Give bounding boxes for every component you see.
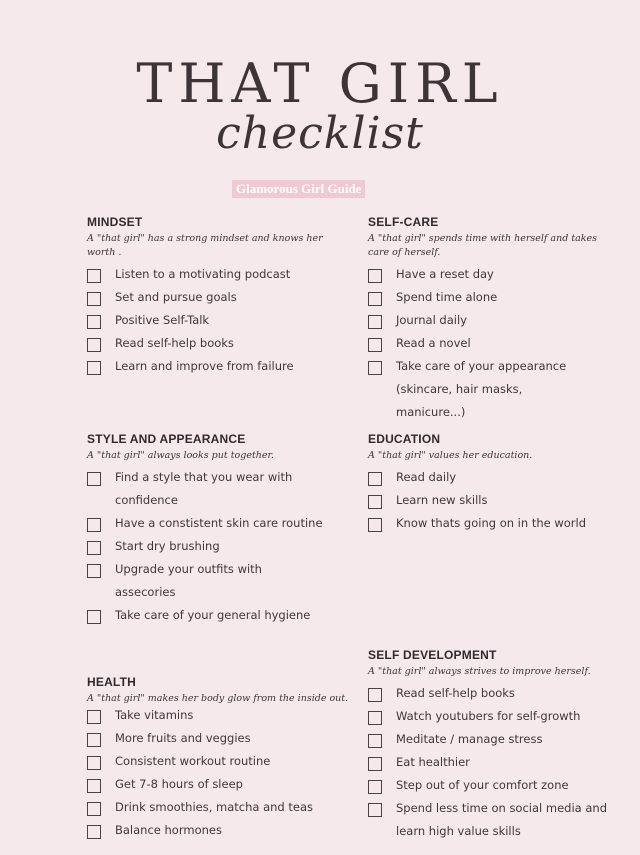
section-heading: SELF DEVELOPMENT	[368, 648, 497, 662]
brand-label: Glamorous Girl Guide	[232, 180, 365, 198]
checkbox[interactable]	[368, 269, 382, 283]
item-label: Consistent workout routine	[115, 754, 271, 768]
item-label: Read daily	[396, 470, 457, 484]
checkbox[interactable]	[87, 564, 101, 578]
checkbox[interactable]	[368, 780, 382, 794]
checklist-item[interactable]	[368, 466, 618, 489]
item-label: Meditate / manage stress	[396, 732, 543, 746]
checkbox[interactable]	[368, 472, 382, 486]
checklist-item[interactable]	[368, 263, 618, 286]
checklist-item[interactable]	[368, 774, 623, 797]
checkbox[interactable]	[87, 269, 101, 283]
checklist-item[interactable]	[87, 355, 357, 378]
checklist	[87, 704, 352, 842]
section-heading: MINDSET	[87, 215, 143, 229]
checklist-item[interactable]	[87, 704, 352, 727]
checkbox[interactable]	[87, 802, 101, 816]
checklist-item[interactable]	[87, 727, 352, 750]
checkbox[interactable]	[368, 315, 382, 329]
item-label: Take vitamins	[115, 708, 194, 722]
checklist-item[interactable]	[368, 512, 618, 535]
checklist-item[interactable]	[368, 797, 623, 843]
item-label: More fruits and veggies	[115, 731, 251, 745]
item-label: Take care of your general hygiene	[115, 608, 311, 622]
section-self-care	[368, 214, 618, 424]
checklist-item[interactable]	[368, 728, 623, 751]
checkbox[interactable]	[368, 711, 382, 725]
checkbox[interactable]	[87, 710, 101, 724]
checkbox[interactable]	[87, 361, 101, 375]
checklist	[368, 263, 618, 424]
checkbox[interactable]	[368, 734, 382, 748]
item-label: Have a reset day	[396, 267, 494, 281]
checklist-item[interactable]	[87, 512, 337, 535]
checklist-item[interactable]	[87, 332, 357, 355]
checkbox[interactable]	[368, 757, 382, 771]
checklist-item[interactable]	[368, 751, 623, 774]
checklist	[87, 263, 357, 378]
checklist-item[interactable]	[87, 796, 352, 819]
section-description: A "that girl" spends time with herself and takes care of herself.	[368, 233, 598, 258]
checklist-item[interactable]	[368, 332, 618, 355]
checklist-item[interactable]	[368, 705, 623, 728]
section-heading: EDUCATION	[368, 432, 441, 446]
item-label: Upgrade your outfits with assecories	[115, 562, 262, 599]
checkbox[interactable]	[87, 825, 101, 839]
section-heading: SELF-CARE	[368, 215, 439, 229]
checklist-item[interactable]	[368, 489, 618, 512]
checklist	[368, 466, 618, 535]
item-label: Listen to a motivating podcast	[115, 267, 291, 281]
item-label: Read a novel	[396, 336, 471, 350]
item-label: Spend time alone	[396, 290, 498, 304]
checkbox[interactable]	[87, 733, 101, 747]
checkbox[interactable]	[368, 361, 382, 375]
section-health	[87, 674, 352, 842]
checkbox[interactable]	[87, 472, 101, 486]
item-label: Positive Self-Talk	[115, 313, 210, 327]
item-label: Start dry brushing	[115, 539, 220, 553]
checklist-item[interactable]	[87, 535, 337, 558]
section-style-appearance	[87, 431, 337, 627]
checkbox[interactable]	[368, 803, 382, 817]
checklist	[368, 682, 623, 843]
checkbox[interactable]	[368, 292, 382, 306]
item-label: Get 7-8 hours of sleep	[115, 777, 243, 791]
item-label: Have a constistent skin care routine	[115, 516, 323, 530]
checklist-item[interactable]	[87, 263, 357, 286]
checkbox[interactable]	[87, 518, 101, 532]
item-label: Learn new skills	[396, 493, 488, 507]
item-label: Watch youtubers for self-growth	[396, 709, 581, 723]
item-label: Read self-help books	[396, 686, 515, 700]
section-self-development	[368, 647, 623, 843]
checkbox[interactable]	[87, 338, 101, 352]
item-label: Read self-help books	[115, 336, 234, 350]
checkbox[interactable]	[87, 779, 101, 793]
checkbox[interactable]	[368, 518, 382, 532]
checkbox[interactable]	[87, 541, 101, 555]
section-mindset	[87, 214, 357, 378]
checkbox[interactable]	[368, 495, 382, 509]
checklist-item[interactable]	[87, 604, 337, 627]
item-label: Balance hormones	[115, 823, 222, 837]
checkbox[interactable]	[87, 610, 101, 624]
section-heading: HEALTH	[87, 675, 136, 689]
item-label: Step out of your comfort zone	[396, 778, 569, 792]
checkbox[interactable]	[87, 292, 101, 306]
section-description: A "that girl" values her education.	[368, 450, 533, 461]
checkbox[interactable]	[368, 338, 382, 352]
item-label: Learn and improve from failure	[115, 359, 294, 373]
checkbox[interactable]	[87, 315, 101, 329]
item-label: Know thats going on in the world	[396, 516, 587, 530]
checklist-item[interactable]	[368, 286, 618, 309]
section-description: A "that girl" makes her body glow from the inside out.	[87, 693, 349, 704]
checklist-item[interactable]	[87, 773, 352, 796]
item-label: Find a style that you wear with confidence	[115, 470, 293, 507]
checkbox[interactable]	[87, 756, 101, 770]
page-subtitle: checklist	[216, 108, 424, 159]
section-description: A "that girl" always looks put together.	[87, 450, 275, 461]
checklist-item[interactable]	[87, 750, 352, 773]
checklist-item[interactable]	[87, 309, 357, 332]
checklist-item[interactable]	[87, 819, 352, 842]
checklist-item[interactable]	[368, 682, 623, 705]
section-description: A "that girl" has a strong mindset and knows her worth .	[87, 233, 323, 258]
item-label: Set and pursue goals	[115, 290, 237, 304]
checklist-item[interactable]	[87, 558, 337, 604]
item-label: Take care of your appearance (skincare, hair masks, manicure...)	[396, 359, 567, 419]
checklist-item[interactable]	[87, 286, 357, 309]
item-label: Journal daily	[396, 313, 467, 327]
item-label: Spend less time on social media and learn high value skills	[396, 801, 607, 838]
checklist-item[interactable]	[368, 355, 618, 424]
section-education	[368, 431, 618, 535]
checklist-item[interactable]	[87, 466, 337, 512]
section-description: A "that girl" always strives to improve herself.	[368, 666, 591, 677]
checklist-item[interactable]	[368, 309, 618, 332]
page-title: THAT GIRL	[136, 52, 504, 115]
checklist	[87, 466, 337, 627]
checkbox[interactable]	[368, 688, 382, 702]
item-label: Eat healthier	[396, 755, 470, 769]
section-heading: STYLE AND APPEARANCE	[87, 432, 246, 446]
item-label: Drink smoothies, matcha and teas	[115, 800, 314, 814]
